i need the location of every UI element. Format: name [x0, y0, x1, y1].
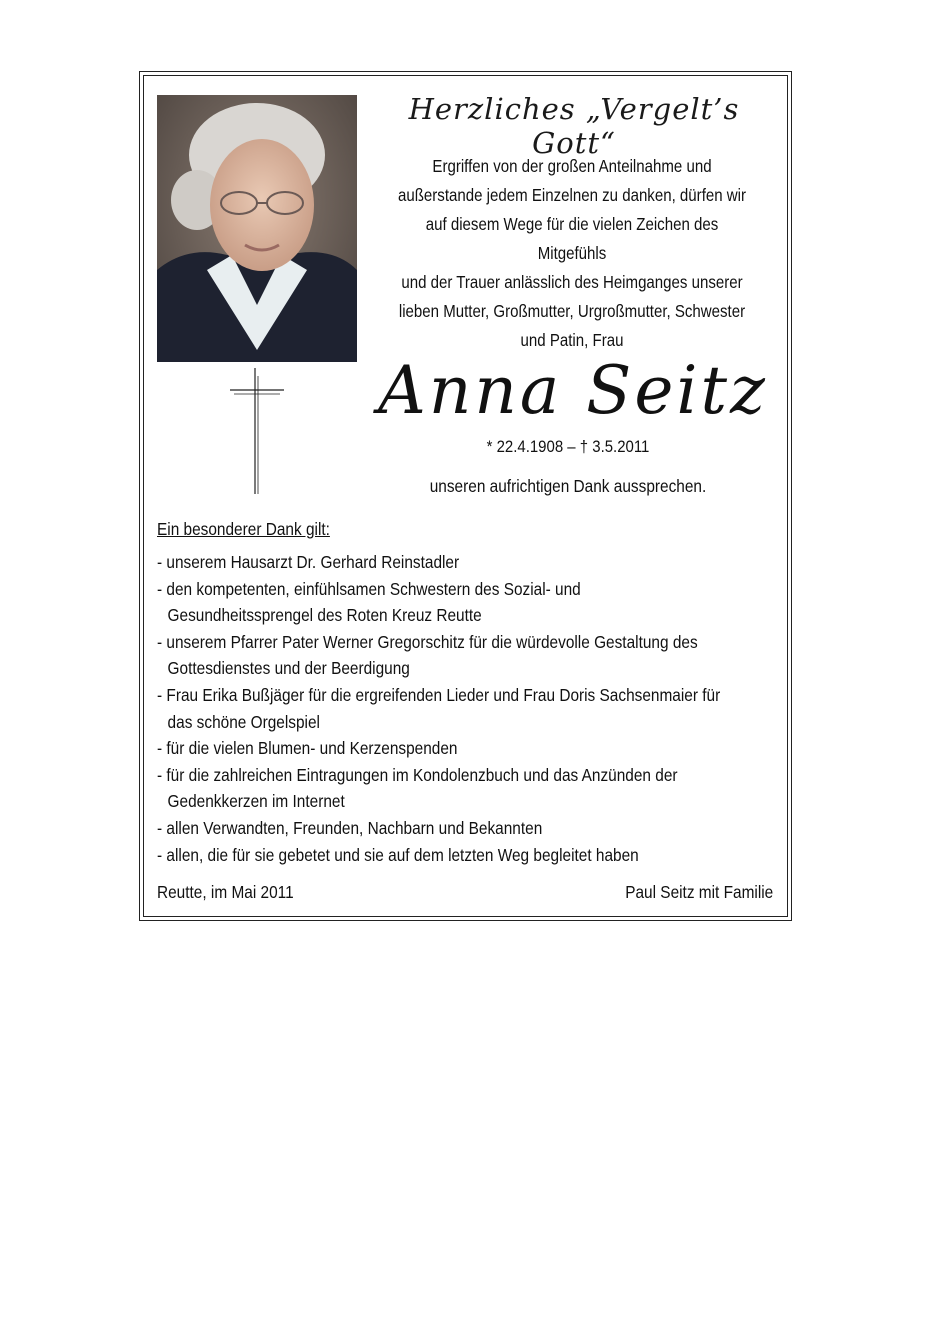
intro-line: Ergriffen von der großen Anteilnahme und [432, 156, 712, 176]
intro-line: und der Trauer anlässlich des Heimganges unserer [401, 272, 743, 292]
life-dates: * 22.4.1908 – † 3.5.2011 [486, 437, 650, 456]
intro-line: außerstande jedem Einzelnen zu danken, dürfen wir [397, 185, 747, 205]
list-item: - allen, die für sie gebetet und sie auf dem letzten Weg begleitet haben [157, 844, 639, 865]
list-item: - den kompetenten, einfühlsamen Schwestern des Sozial- und Gesundheitssprengel des Roten Kreuz Reutte [157, 578, 581, 626]
list-item: - für die zahlreichen Eintragungen im Kondolenzbuch und das Anzünden der Gedenkkerzen im Internet [157, 764, 678, 812]
list-item: - unserem Pfarrer Pater Werner Gregorschitz für die würdevolle Gestaltung des Gottesdienstes und der Beerdigung [157, 631, 698, 679]
list-item: - für die vielen Blumen- und Kerzenspenden [157, 738, 458, 759]
thanks-title: Ein besonderer Dank gilt: [157, 519, 330, 539]
closing-line: unseren aufrichtigen Dank aussprechen. [429, 476, 707, 496]
thanks-list [157, 549, 773, 868]
intro-text [395, 152, 749, 355]
intro-line: auf diesem Wege für die vielen Zeichen des Mitgefühls [425, 214, 719, 263]
notice-heading: Herzliches „Vergelt’s Gott“ [408, 92, 740, 160]
portrait-photo [157, 95, 357, 362]
intro-line: und Patin, Frau [520, 330, 624, 350]
intro-line: lieben Mutter, Großmutter, Urgroßmutter, Schwester [398, 301, 746, 321]
list-item: - Frau Erika Bußjäger für die ergreifenden Lieder und Frau Doris Sachsenmaier für das schöne Orgelspiel [157, 684, 721, 732]
deceased-name: Anna Seitz [378, 352, 768, 429]
place-date: Reutte, im Mai 2011 [157, 882, 294, 902]
list-item: - allen Verwandten, Freunden, Nachbarn und Bekannten [157, 817, 543, 838]
cross-icon [228, 368, 286, 496]
list-item: - unserem Hausarzt Dr. Gerhard Reinstadler [157, 552, 460, 572]
signature: Paul Seitz mit Familie [624, 882, 773, 902]
